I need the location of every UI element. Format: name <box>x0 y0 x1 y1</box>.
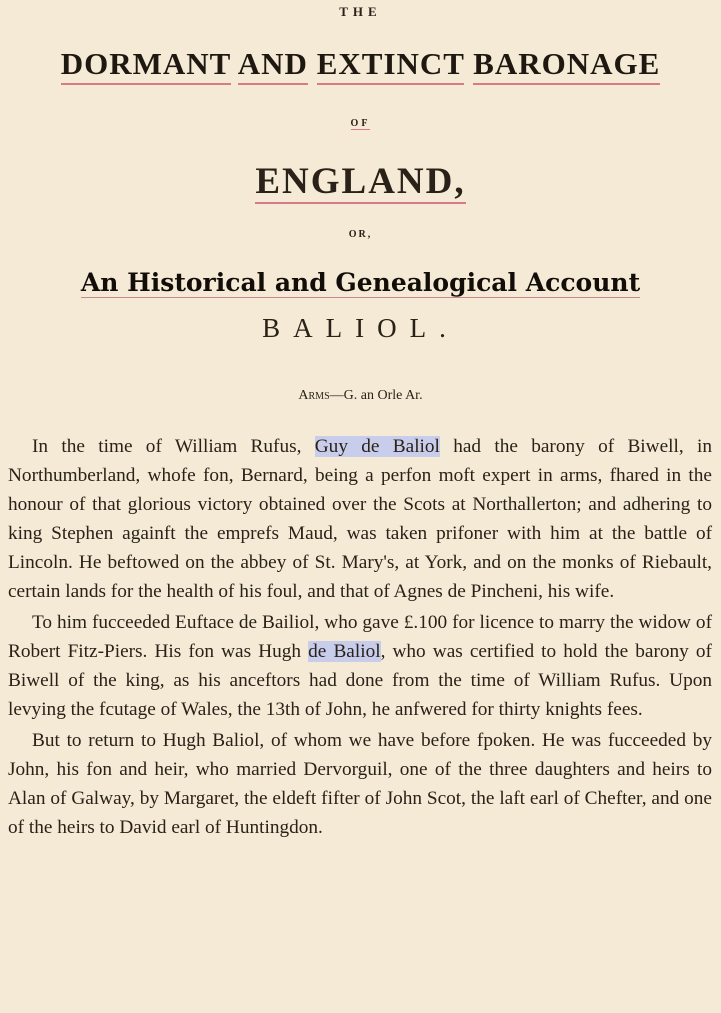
title-word-dormant: DORMANT <box>61 46 231 85</box>
highlighted-text[interactable]: Guy de Baliol <box>314 436 440 457</box>
main-title <box>0 46 721 82</box>
title-word-extinct: EXTINCT <box>317 46 465 85</box>
title-the: THE <box>339 4 382 19</box>
title-england: ENGLAND, <box>255 161 466 202</box>
arms-text: —G. an Orle Ar. <box>329 388 423 403</box>
title-word-baronage: BARONAGE <box>473 46 660 85</box>
arms-line <box>0 388 721 404</box>
paragraph-1: In the time of William Rufus, Guy de Baliol had the barony of Biwell, in Northumberland, whofe fon, Bernard, being a perfon moft expert in arms, fhared in the honour of that glorious victory obtained over the Scots at Northallerton; and adhering to king Stephen againft the emprefs Maud, was taken prifoner with him at the battle of Lincoln. He beftowed on the abbey of St. Mary's, at York, and on the monks of Riebault, certain lands for the health of his foul, and that of Agnes de Pincheni, his wife. <box>8 436 712 602</box>
highlighted-text[interactable]: de Baliol <box>308 641 381 662</box>
paragraph-3: But to return to Hugh Baliol, of whom we have before fpoken. He was fucceeded by John, his fon and heir, who married Dervorguil, one of the three daughters and heirs to Alan of Galway, by Margaret, the eldeft fifter of John Scot, the laft earl of Chefter, and one of the heirs to David earl of Huntingdon. <box>8 730 712 838</box>
title-word-and: AND <box>238 46 308 85</box>
title-or: OR, <box>348 229 373 240</box>
title-of: OF <box>350 118 371 129</box>
paragraph-2: To him fucceeded Euftace de Bailiol, who gave £.100 for licence to marry the widow of Robert Fitz-Piers. His fon was Hugh de Baliol, who was certified to hold the barony of Biwell of the king, as his anceftors had done from the time of William Rufus. Upon levying the fcutage of Wales, the 13th of John, he anfwered for thirty knights fees. <box>8 612 712 720</box>
arms-label: Arms <box>298 388 330 403</box>
subtitle: An Historical and Genealogical Account <box>80 268 641 297</box>
family-name-heading: BALIOL. <box>262 313 459 343</box>
body-text <box>8 432 712 842</box>
